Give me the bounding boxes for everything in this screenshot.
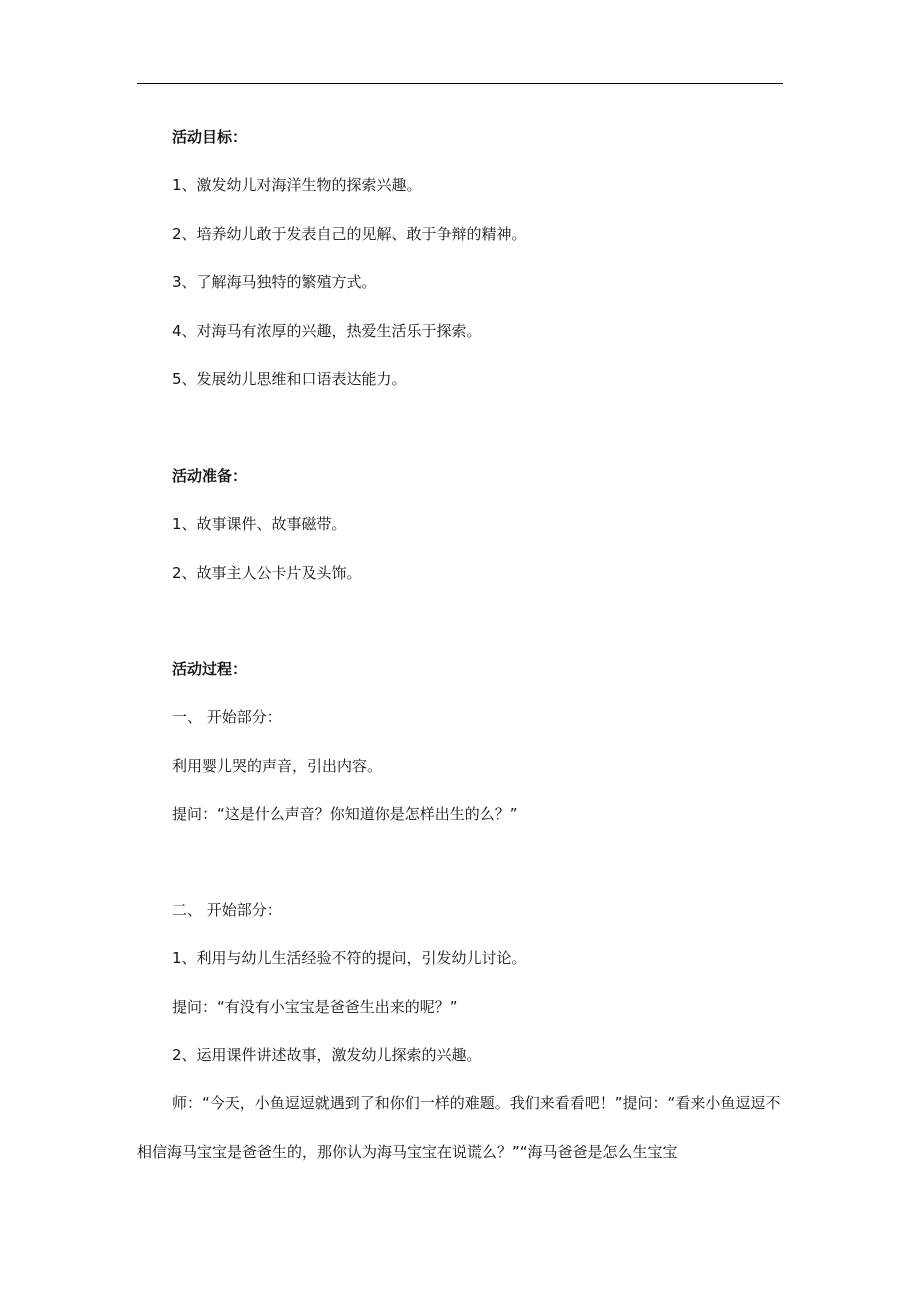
section-heading-prep: 活动准备： (172, 467, 248, 485)
goal-item-4: 4、对海马有浓厚的兴趣，热爱生活乐于探索。 (172, 322, 482, 340)
goal-item-3: 3、了解海马独特的繁殖方式。 (172, 273, 377, 291)
section-heading-process: 活动过程： (172, 660, 248, 678)
part2-line-2: 提问：“有没有小宝宝是爸爸生出来的呢？” (172, 998, 458, 1016)
goal-item-2: 2、培养幼儿敢于发表自己的见解、敢于争辩的精神。 (172, 225, 527, 243)
goal-item-1: 1、激发幼儿对海洋生物的探索兴趣。 (172, 176, 422, 194)
part1-title: 一、 开始部分： (172, 708, 282, 726)
header-rule (137, 83, 783, 84)
part1-line-1: 利用婴儿哭的声音，引出内容。 (172, 757, 383, 775)
goal-item-5: 5、发展幼儿思维和口语表达能力。 (172, 370, 407, 388)
section-heading-goals: 活动目标： (172, 128, 248, 146)
part2-line-3: 2、运用课件讲述故事，激发幼儿探索的兴趣。 (172, 1046, 482, 1064)
story-paragraph: 师：“今天，小鱼逗逗就遇到了和你们一样的难题。我们来看看吧！”提问：“看来小鱼逗逗不相信海马宝宝是爸爸生的，那你认为海马宝宝在说谎么？”“海马爸爸是怎么生宝宝 (137, 1094, 781, 1161)
part2-title: 二、 开始部分： (172, 901, 282, 919)
prep-item-2: 2、故事主人公卡片及头饰。 (172, 564, 362, 582)
part1-line-2: 提问：“这是什么声音？你知道你是怎样出生的么？” (172, 805, 518, 823)
part2-line-1: 1、利用与幼儿生活经验不符的提问，引发幼儿讨论。 (172, 949, 527, 967)
prep-item-1: 1、故事课件、故事磁带。 (172, 515, 347, 533)
